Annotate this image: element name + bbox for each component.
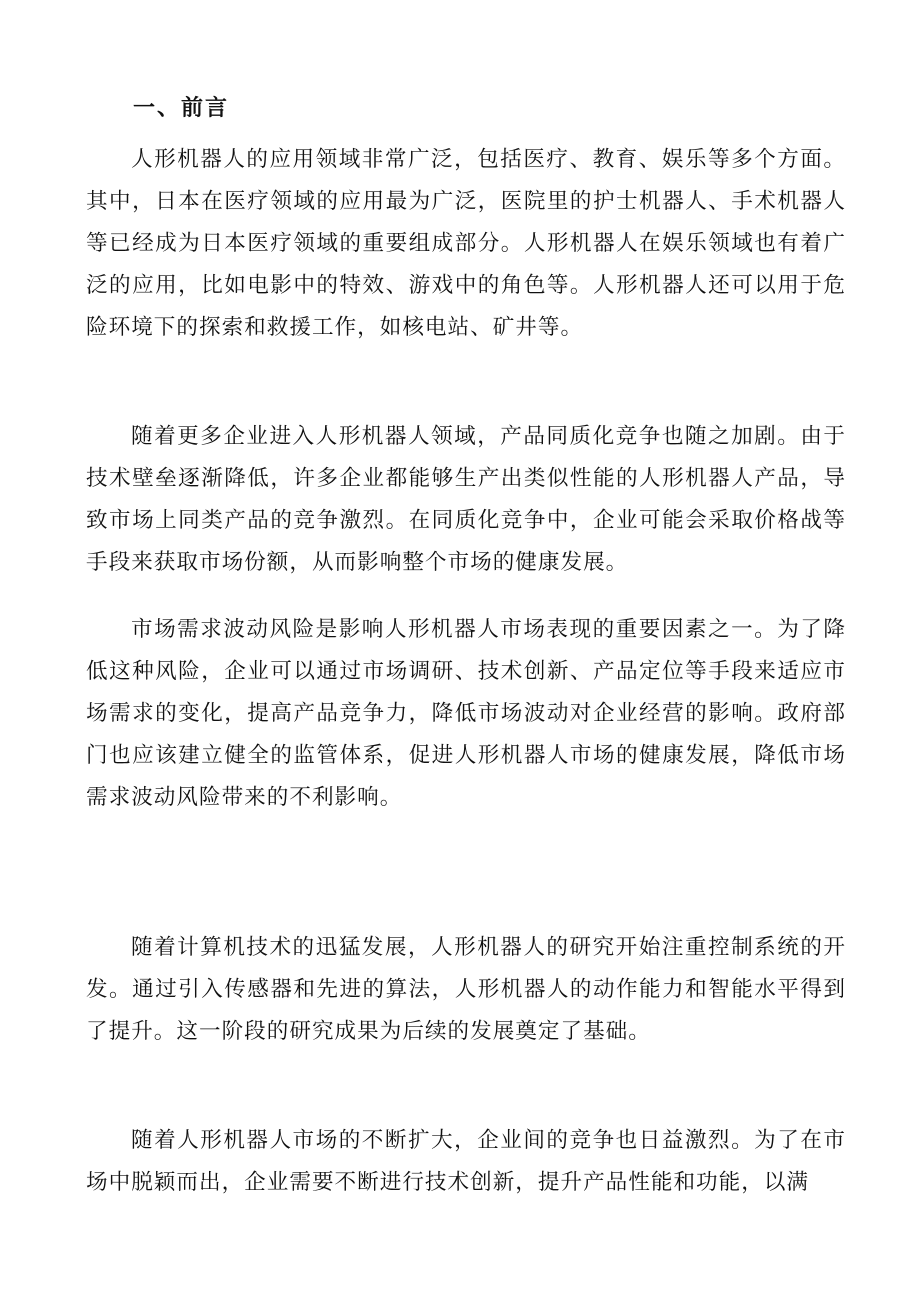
paragraph-application-fields: 人形机器人的应用领域非常广泛，包括医疗、教育、娱乐等多个方面。其中，日本在医疗领域的应用最为广泛，医院里的护士机器人、手术机器人等已经成为日本医疗领域的重要组成部分。人形机器人在娱乐领域也有着广泛的应用，比如电影中的特效、游戏中的角色等。人形机器人还可以用于危险环境下的探索和救援工作，如核电站、矿井等。 (86, 147, 846, 340)
section-heading: 一、前言 (133, 95, 230, 121)
paragraph-market-competition: 随着人形机器人市场的不断扩大，企业间的竞争也日益激烈。为了在市场中脱颖而出，企业需要不断进行技术创新，提升产品性能和功能，以满 (86, 1128, 846, 1195)
paragraph-control-systems: 随着计算机技术的迅猛发展，人形机器人的研究开始注重控制系统的开发。通过引入传感器和先进的算法，人形机器人的动作能力和智能水平得到了提升。这一阶段的研究成果为后续的发展奠定了基础。 (86, 935, 846, 1044)
paragraph-homogeneous-competition: 随着更多企业进入人形机器人领域，产品同质化竞争也随之加剧。由于技术壁垒逐渐降低，许多企业都能够生产出类似性能的人形机器人产品，导致市场上同类产品的竞争激烈。在同质化竞争中，企业可能会采取价格战等手段来获取市场份额，从而影响整个市场的健康发展。 (86, 424, 846, 575)
paragraph-demand-fluctuation-risk: 市场需求波动风险是影响人形机器人市场表现的重要因素之一。为了降低这种风险，企业可以通过市场调研、技术创新、产品定位等手段来适应市场需求的变化，提高产品竞争力，降低市场波动对企业经营的影响。政府部门也应该建立健全的监管体系，促进人形机器人市场的健康发展，降低市场需求波动风险带来的不利影响。 (86, 617, 846, 810)
